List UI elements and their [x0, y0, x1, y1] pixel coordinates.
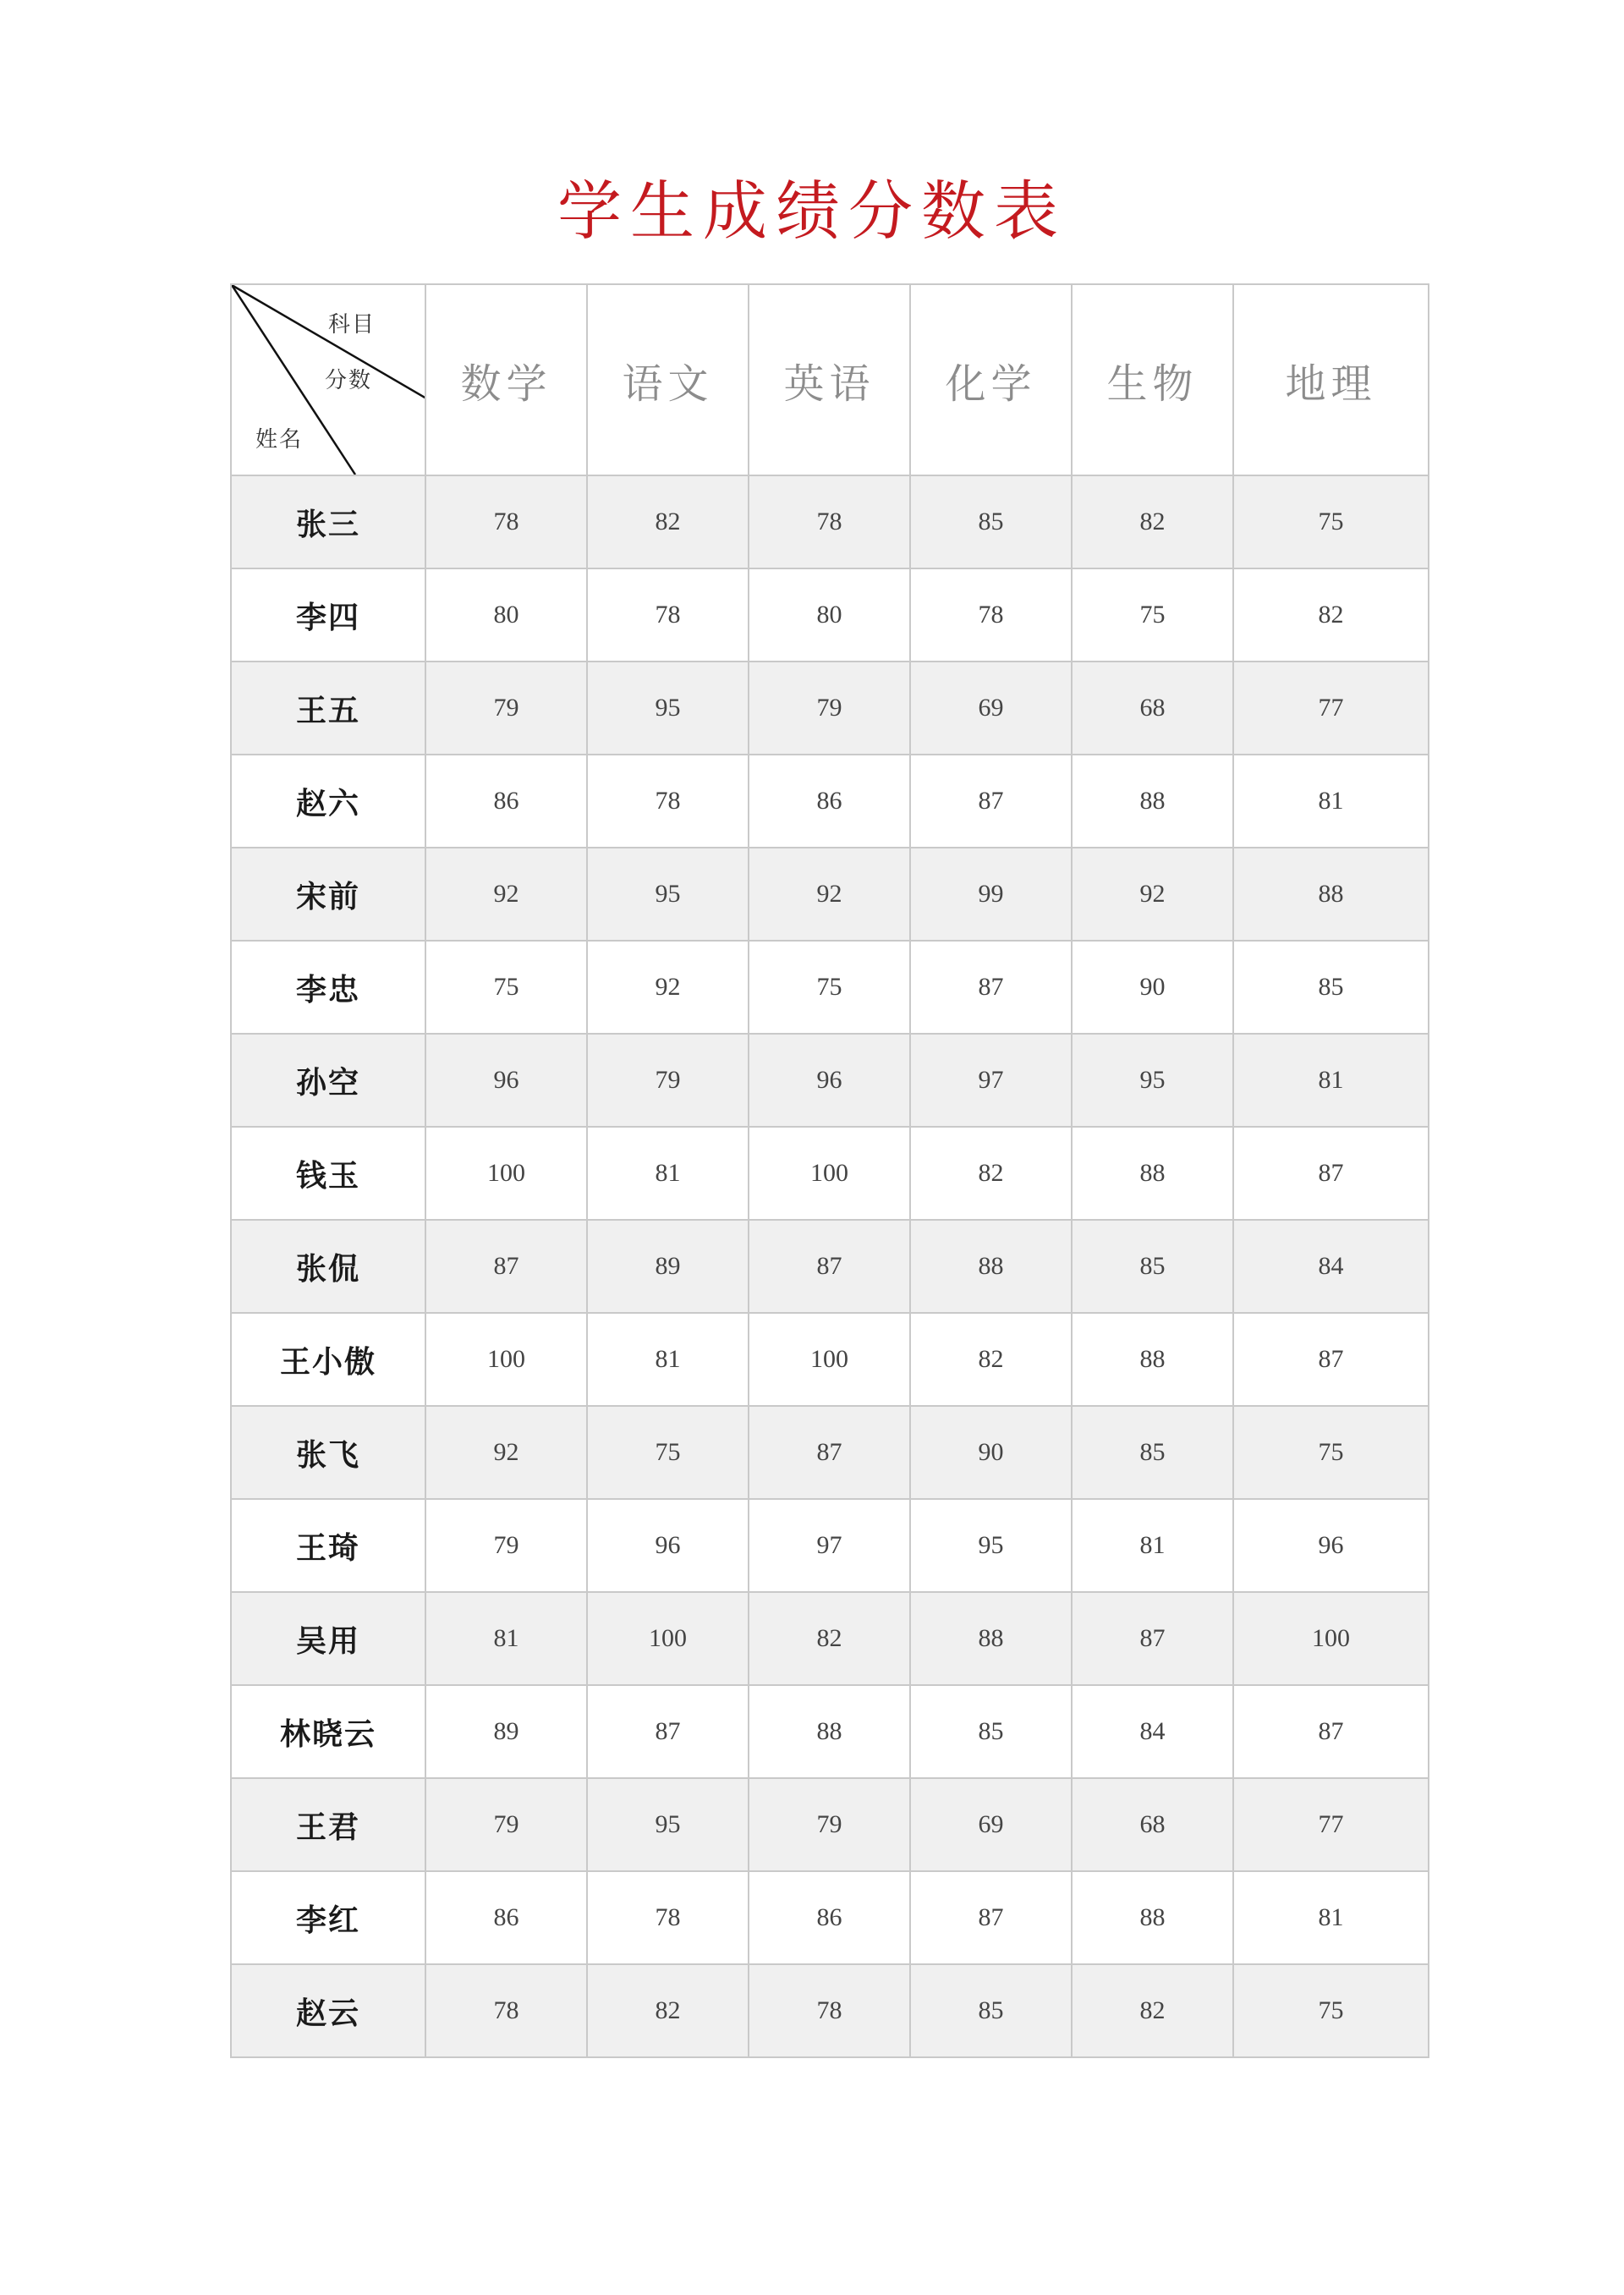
score-cell: 82 — [587, 475, 749, 568]
score-cell: 81 — [1233, 1034, 1429, 1127]
subject-header-geography: 地理 — [1233, 284, 1429, 475]
score-cell: 88 — [910, 1592, 1072, 1685]
student-name-cell: 王五 — [231, 662, 425, 755]
student-name-cell: 林晓云 — [231, 1685, 425, 1778]
score-cell: 87 — [910, 1871, 1072, 1964]
student-name-cell: 吴用 — [231, 1592, 425, 1685]
table-row — [231, 1871, 1429, 1964]
score-cell: 80 — [749, 568, 910, 662]
score-cell: 79 — [587, 1034, 749, 1127]
score-cell: 88 — [1072, 1313, 1233, 1406]
score-cell: 89 — [587, 1220, 749, 1313]
score-cell: 82 — [749, 1592, 910, 1685]
student-name-cell: 李四 — [231, 568, 425, 662]
score-cell: 75 — [587, 1406, 749, 1499]
score-cell: 100 — [749, 1313, 910, 1406]
score-cell: 96 — [425, 1034, 587, 1127]
table-row — [231, 475, 1429, 568]
diagonal-header-cell — [231, 284, 425, 475]
score-cell: 96 — [749, 1034, 910, 1127]
header-row — [231, 284, 1429, 475]
score-cell: 85 — [1072, 1220, 1233, 1313]
score-cell: 82 — [910, 1313, 1072, 1406]
corner-score-label: 分数 — [325, 368, 373, 393]
score-cell: 77 — [1233, 662, 1429, 755]
score-cell: 87 — [1233, 1127, 1429, 1220]
score-cell: 78 — [587, 1871, 749, 1964]
score-cell: 100 — [587, 1592, 749, 1685]
score-cell: 100 — [425, 1313, 587, 1406]
table-row — [231, 568, 1429, 662]
table-row — [231, 1685, 1429, 1778]
score-cell: 100 — [749, 1127, 910, 1220]
score-cell: 84 — [1072, 1685, 1233, 1778]
score-cell: 87 — [587, 1685, 749, 1778]
score-cell: 95 — [587, 848, 749, 941]
table-row — [231, 1034, 1429, 1127]
table-row — [231, 1499, 1429, 1592]
score-cell: 78 — [910, 568, 1072, 662]
corner-subject-label: 科目 — [328, 312, 376, 338]
score-cell: 87 — [749, 1220, 910, 1313]
score-cell: 90 — [910, 1406, 1072, 1499]
student-name-cell: 张飞 — [231, 1406, 425, 1499]
table-body — [231, 475, 1429, 2057]
score-cell: 79 — [425, 1778, 587, 1871]
score-table — [230, 283, 1429, 2058]
score-cell: 99 — [910, 848, 1072, 941]
student-name-cell: 王君 — [231, 1778, 425, 1871]
score-cell: 88 — [749, 1685, 910, 1778]
score-cell: 78 — [749, 475, 910, 568]
student-name-cell: 张侃 — [231, 1220, 425, 1313]
score-cell: 79 — [749, 1778, 910, 1871]
score-cell: 92 — [425, 1406, 587, 1499]
score-cell: 81 — [587, 1127, 749, 1220]
table-row — [231, 1778, 1429, 1871]
score-cell: 75 — [1072, 568, 1233, 662]
student-name-cell: 张三 — [231, 475, 425, 568]
table-row — [231, 941, 1429, 1034]
score-cell: 100 — [425, 1127, 587, 1220]
score-cell: 87 — [425, 1220, 587, 1313]
table-row — [231, 755, 1429, 848]
score-cell: 96 — [1233, 1499, 1429, 1592]
score-cell: 81 — [1233, 1871, 1429, 1964]
score-cell: 87 — [910, 941, 1072, 1034]
subject-header-english: 英语 — [749, 284, 910, 475]
score-cell: 82 — [1072, 475, 1233, 568]
score-cell: 96 — [587, 1499, 749, 1592]
score-cell: 77 — [1233, 1778, 1429, 1871]
student-name-cell: 钱玉 — [231, 1127, 425, 1220]
score-cell: 68 — [1072, 662, 1233, 755]
score-cell: 100 — [1233, 1592, 1429, 1685]
score-cell: 92 — [587, 941, 749, 1034]
score-cell: 75 — [749, 941, 910, 1034]
score-cell: 95 — [587, 662, 749, 755]
score-cell: 88 — [1072, 755, 1233, 848]
score-cell: 89 — [425, 1685, 587, 1778]
score-cell: 78 — [425, 475, 587, 568]
score-cell: 75 — [1233, 1406, 1429, 1499]
score-cell: 86 — [749, 755, 910, 848]
score-cell: 75 — [1233, 475, 1429, 568]
score-cell: 88 — [1072, 1127, 1233, 1220]
student-name-cell: 赵云 — [231, 1964, 425, 2057]
score-cell: 75 — [1233, 1964, 1429, 2057]
student-name-cell: 王琦 — [231, 1499, 425, 1592]
score-cell: 82 — [910, 1127, 1072, 1220]
score-cell: 92 — [1072, 848, 1233, 941]
score-cell: 81 — [587, 1313, 749, 1406]
score-cell: 92 — [425, 848, 587, 941]
score-cell: 78 — [587, 568, 749, 662]
subject-header-chemistry: 化学 — [910, 284, 1072, 475]
score-cell: 81 — [1233, 755, 1429, 848]
score-cell: 86 — [425, 755, 587, 848]
subject-header-biology: 生物 — [1072, 284, 1233, 475]
score-cell: 87 — [910, 755, 1072, 848]
score-cell: 86 — [425, 1871, 587, 1964]
subject-header-chinese: 语文 — [587, 284, 749, 475]
score-cell: 79 — [425, 1499, 587, 1592]
score-cell: 69 — [910, 662, 1072, 755]
student-name-cell: 李忠 — [231, 941, 425, 1034]
score-cell: 86 — [749, 1871, 910, 1964]
student-name-cell: 孙空 — [231, 1034, 425, 1127]
subject-header-math: 数学 — [425, 284, 587, 475]
corner-name-label: 姓名 — [255, 427, 304, 453]
score-cell: 69 — [910, 1778, 1072, 1871]
table-row — [231, 1592, 1429, 1685]
score-cell: 95 — [910, 1499, 1072, 1592]
score-cell: 79 — [425, 662, 587, 755]
score-cell: 85 — [910, 1685, 1072, 1778]
score-cell: 79 — [749, 662, 910, 755]
table-row — [231, 1127, 1429, 1220]
student-name-cell: 李红 — [231, 1871, 425, 1964]
score-cell: 75 — [425, 941, 587, 1034]
page-title: 学生成绩分数表 — [557, 173, 1067, 249]
score-cell: 68 — [1072, 1778, 1233, 1871]
table-row — [231, 1406, 1429, 1499]
table-row — [231, 1220, 1429, 1313]
student-name-cell: 赵六 — [231, 755, 425, 848]
score-cell: 80 — [425, 568, 587, 662]
score-cell: 82 — [587, 1964, 749, 2057]
score-cell: 78 — [425, 1964, 587, 2057]
score-cell: 82 — [1072, 1964, 1233, 2057]
table-row — [231, 662, 1429, 755]
student-name-cell: 王小傲 — [231, 1313, 425, 1406]
student-name-cell: 宋前 — [231, 848, 425, 941]
score-cell: 78 — [587, 755, 749, 848]
score-cell: 90 — [1072, 941, 1233, 1034]
score-cell: 78 — [749, 1964, 910, 2057]
score-cell: 97 — [749, 1499, 910, 1592]
table-row — [231, 1964, 1429, 2057]
score-cell: 87 — [1233, 1685, 1429, 1778]
score-cell: 87 — [749, 1406, 910, 1499]
score-cell: 87 — [1072, 1592, 1233, 1685]
score-cell: 97 — [910, 1034, 1072, 1127]
score-cell: 81 — [425, 1592, 587, 1685]
score-cell: 95 — [1072, 1034, 1233, 1127]
score-cell: 85 — [1072, 1406, 1233, 1499]
score-cell: 95 — [587, 1778, 749, 1871]
score-cell: 84 — [1233, 1220, 1429, 1313]
table-row — [231, 848, 1429, 941]
score-cell: 85 — [910, 1964, 1072, 2057]
score-cell: 88 — [910, 1220, 1072, 1313]
score-cell: 85 — [910, 475, 1072, 568]
score-cell: 87 — [1233, 1313, 1429, 1406]
score-cell: 85 — [1233, 941, 1429, 1034]
score-cell: 82 — [1233, 568, 1429, 662]
score-cell: 92 — [749, 848, 910, 941]
score-cell: 88 — [1072, 1871, 1233, 1964]
score-cell: 81 — [1072, 1499, 1233, 1592]
score-cell: 88 — [1233, 848, 1429, 941]
table-row — [231, 1313, 1429, 1406]
